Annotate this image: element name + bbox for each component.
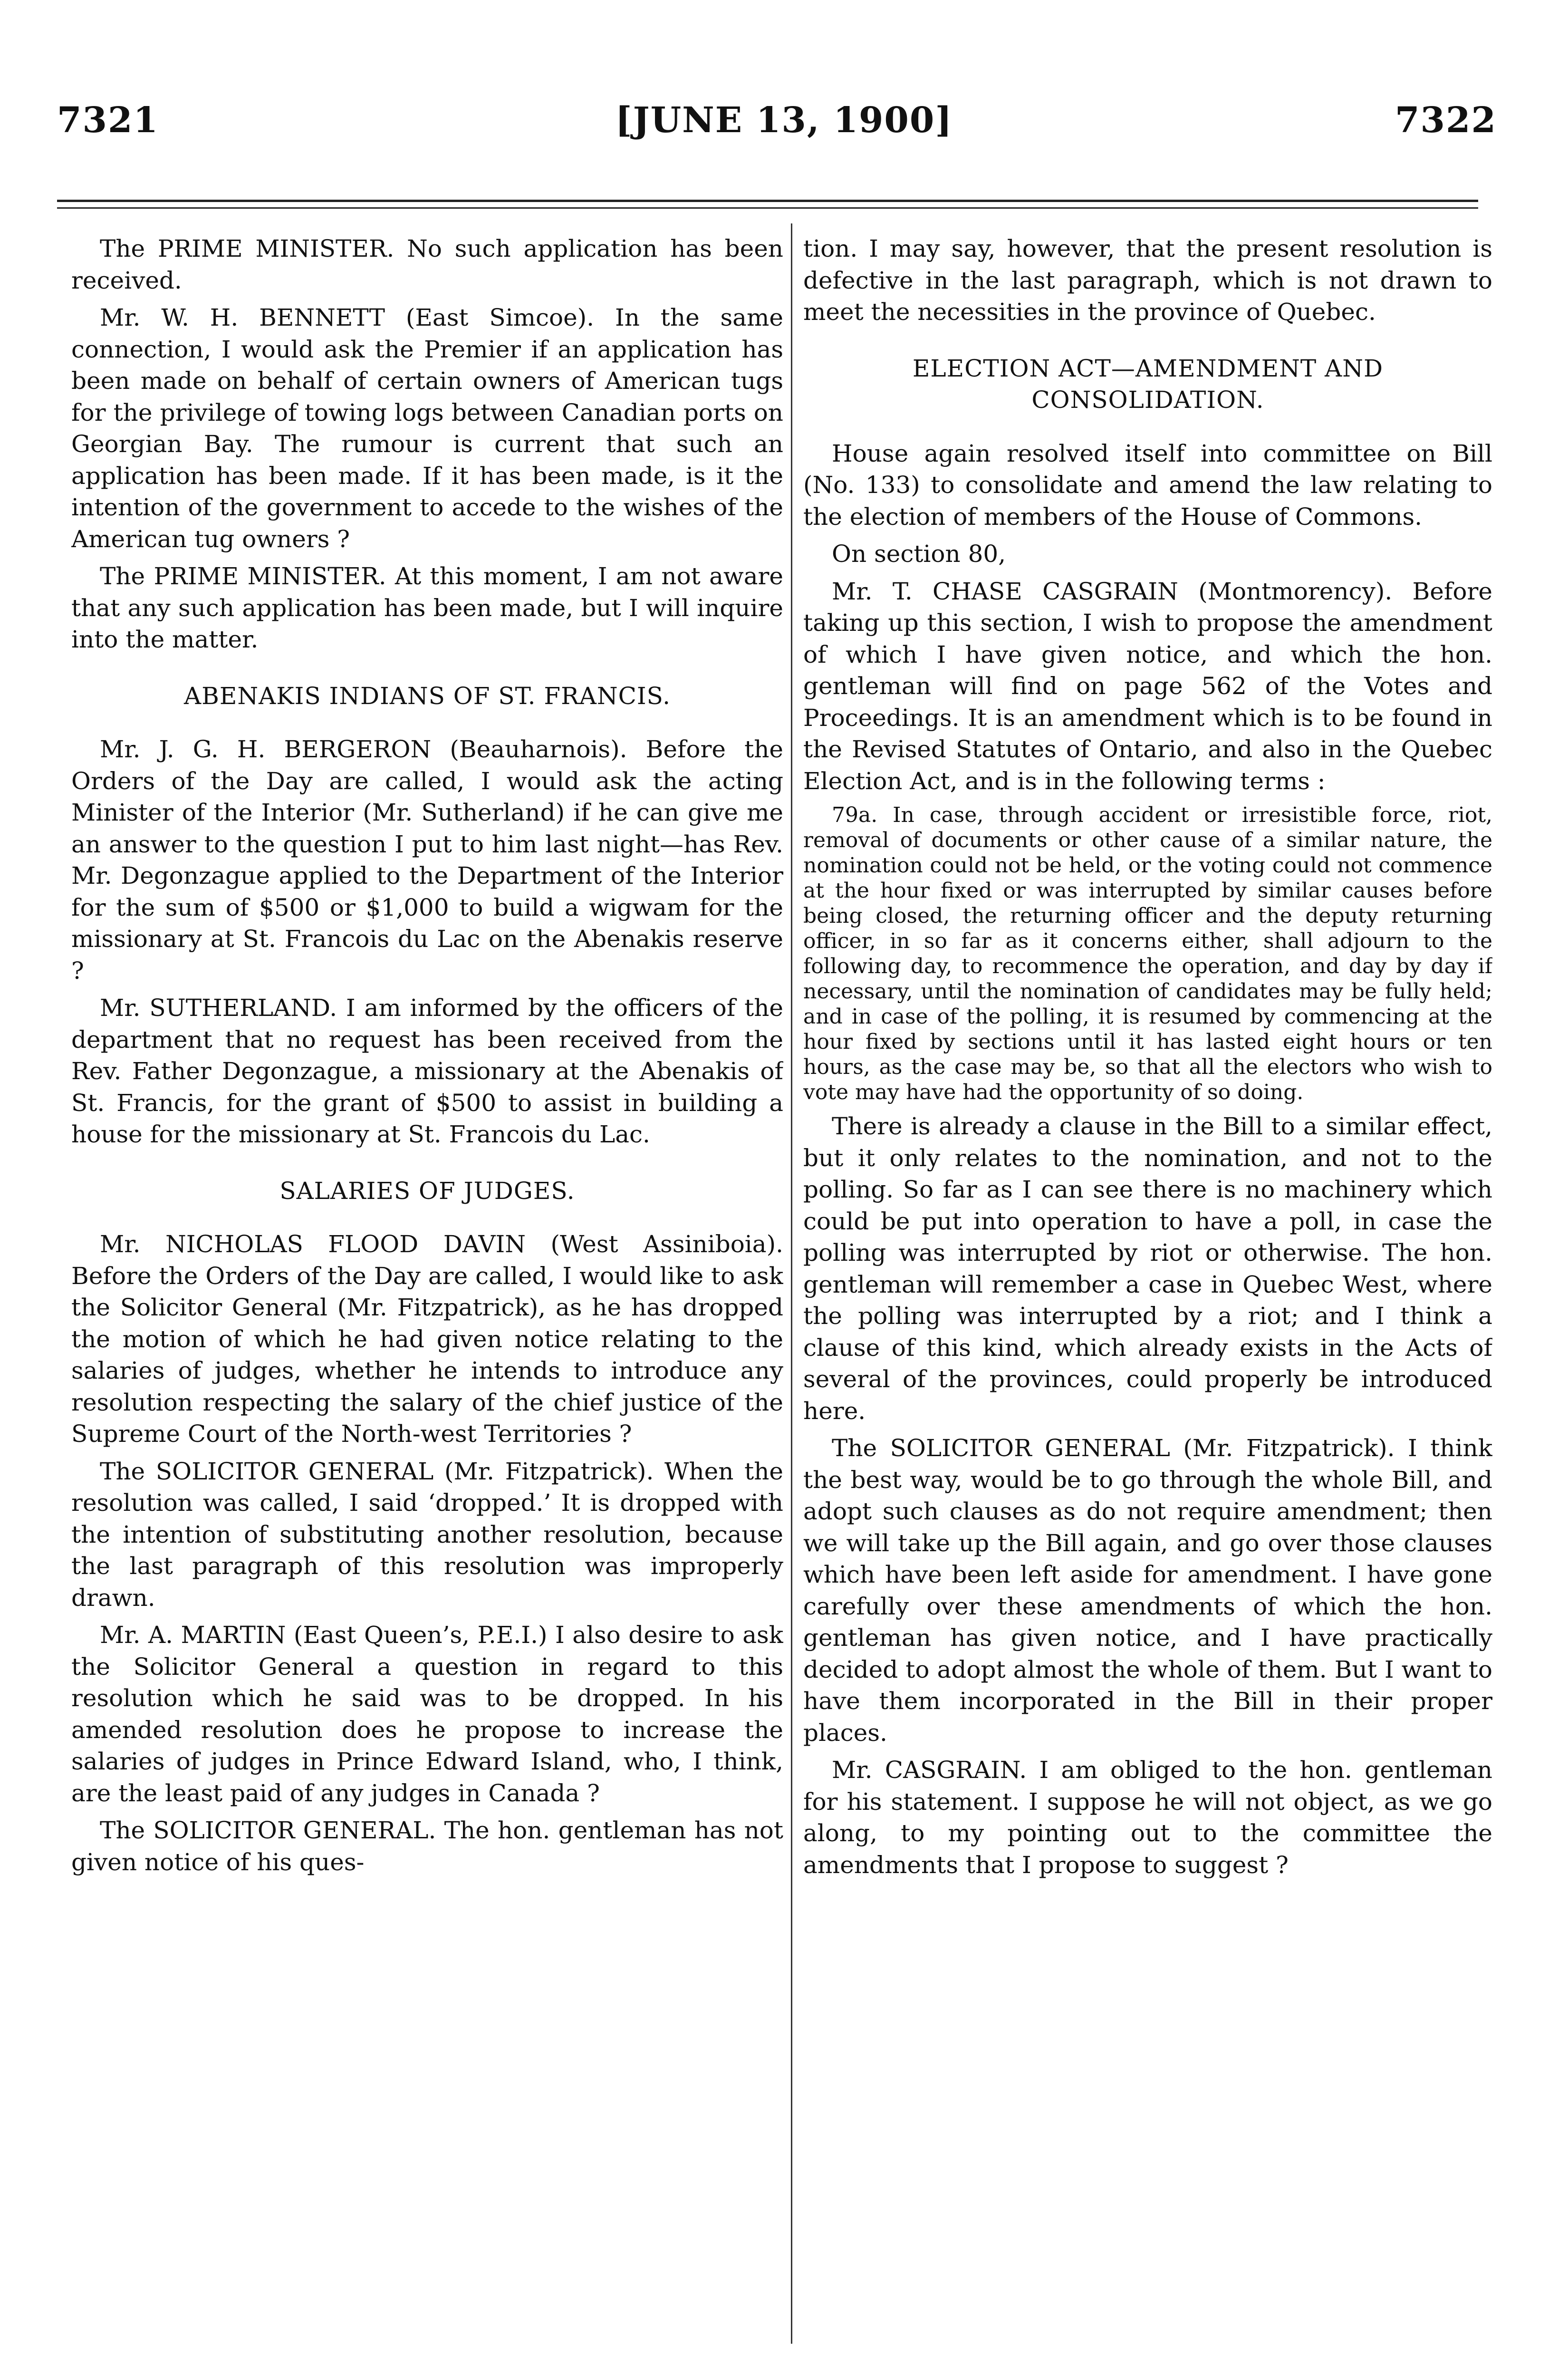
paragraph: There is already a clause in the Bill to a similar effect, but it only relates to the nomination, and not to the polling. So far as I can see there is no machinery which could be put into operation to have a poll, in case the polling was interrupted by riot or otherwise. The hon. gentleman will remember a case in Quebec West, where the polling was interrupted by a riot; and I think a clause of this kind, which already exists in the Acts of several of the provinces, could properly be introduced here.	[803, 1112, 1492, 1425]
header-rule-secondary	[57, 207, 1478, 209]
paragraph: tion. I may say, however, that the present resolution is defective in the last paragraph, which is not drawn to meet the necessities in the province of Quebec.	[803, 235, 1492, 326]
paragraph: Mr. CASGRAIN. I am obliged to the hon. gentleman for his statement. I suppose he will not object, as we go along, to my pointing out to the committee the amendments that I propose to suggest ?	[803, 1756, 1492, 1879]
paragraph: The SOLICITOR GENERAL (Mr. Fitzpatrick). When the resolution was called, I said ‘dropped.’ It is dropped with the intention of substituting another resolution, because the last paragraph of this resolution was improperly drawn.	[71, 1457, 783, 1612]
paragraph: Mr. NICHOLAS FLOOD DAVIN (West Assiniboia). Before the Orders of the Day are called, I would like to ask the Solicitor General (Mr. Fitzpatrick), as he has dropped the motion of which he had given notice relating to the salaries of judges, whether he intends to introduce any resolution respecting the salary of the chief justice of the Supreme Court of the North-west Territories ?	[71, 1230, 783, 1448]
section-heading: SALARIES OF JUDGES.	[279, 1177, 575, 1205]
paragraph: On section 80,	[832, 540, 1006, 568]
header-rule	[57, 200, 1478, 202]
column-divider	[791, 223, 792, 2344]
paragraph: The PRIME MINISTER. No such application has been received.	[71, 235, 783, 294]
page-number-right: 7322	[1395, 100, 1497, 141]
section-heading: ELECTION ACT—AMENDMENT AND CONSOLIDATION.	[912, 354, 1384, 414]
paragraph: House again resolved itself into committee on Bill (No. 133) to consolidate and amend the law relating to the election of members of the House of Commons.	[803, 439, 1492, 531]
right-column	[803, 233, 1492, 2372]
page-number-left: 7321	[57, 100, 159, 141]
page-date: [JUNE 13, 1900]	[615, 100, 953, 141]
paragraph: The SOLICITOR GENERAL (Mr. Fitzpatrick). I think the best way, would be to go through the whole Bill, and adopt such clauses as do not require amendment; then we will take up the Bill again, and go over those clauses which have been left aside for amendment. I have gone carefully over these amendments of which the hon. gentleman has given notice, and I have practically decided to adopt almost the whole of them. But I want to have them incorporated in the Bill in their proper places.	[803, 1434, 1492, 1747]
paragraph: Mr. SUTHERLAND. I am informed by the officers of the department that no request has been received from the Rev. Father Degonzague, a missionary at the Abenakis of St. Francis, for the grant of $500 to assist in building a house for the missionary at St. Francois du Lac.	[71, 994, 783, 1148]
paragraph: The SOLICITOR GENERAL. The hon. gentleman has not given notice of his ques-	[71, 1817, 783, 1876]
section-heading: ABENAKIS INDIANS OF ST. FRANCIS.	[184, 682, 671, 710]
page-header	[0, 100, 1568, 152]
paragraph: Mr. J. G. H. BERGERON (Beauharnois). Before the Orders of the Day are called, I would ask the acting Minister of the Interior (Mr. Sutherland) if he can give me an answer to the question I put to him last night—has Rev. Mr. Degonzague applied to the Department of the Interior for the sum of $500 or $1,000 to build a wigwam for the missionary at St. Francois du Lac on the Abenakis reserve ?	[71, 735, 783, 985]
left-column	[71, 233, 783, 2372]
quoted-amendment: 79a. In case, through accident or irresistible force, riot, removal of documents or other cause of a similar nature, the nomination could not be held, or the voting could not commence at the hour fixed or was interrupted by similar causes before being closed, the returning officer and the deputy returning officer, in so far as it concerns either, shall adjourn to the following day, to recommence the operation, and day by day if necessary, until the nomination of candidates may be fully held; and in case of the polling, it is resumed by commencing at the hour fixed by sections until it has lasted eight hours or ten hours, as the case may be, so that all the electors who wish to vote may have had the opportunity of so doing.	[803, 803, 1492, 1104]
paragraph: The PRIME MINISTER. At this moment, I am not aware that any such application has been made, but I will inquire into the matter.	[71, 562, 783, 653]
paragraph: Mr. A. MARTIN (East Queen’s, P.E.I.) I also desire to ask the Solicitor General a question in regard to this resolution which he said was to be dropped. In his amended resolution does he propose to increase the salaries of judges in Prince Edward Island, who, I think, are the least paid of any judges in Canada ?	[71, 1621, 783, 1807]
paragraph: Mr. T. CHASE CASGRAIN (Montmorency). Before taking up this section, I wish to propose the amendment of which I have given notice, and which the hon. gentleman will find on page 562 of the Votes and Proceedings. It is an amendment which is to be found in the Revised Statutes of Ontario, and also in the Quebec Election Act, and is in the following terms :	[803, 577, 1492, 795]
paragraph: Mr. W. H. BENNETT (East Simcoe). In the same connection, I would ask the Premier if an application has been made on behalf of certain owners of American tugs for the privilege of towing logs between Canadian ports on Georgian Bay. The rumour is current that such an application has been made. If it has been made, is it the intention of the government to accede to the wishes of the American tug owners ?	[71, 304, 783, 553]
